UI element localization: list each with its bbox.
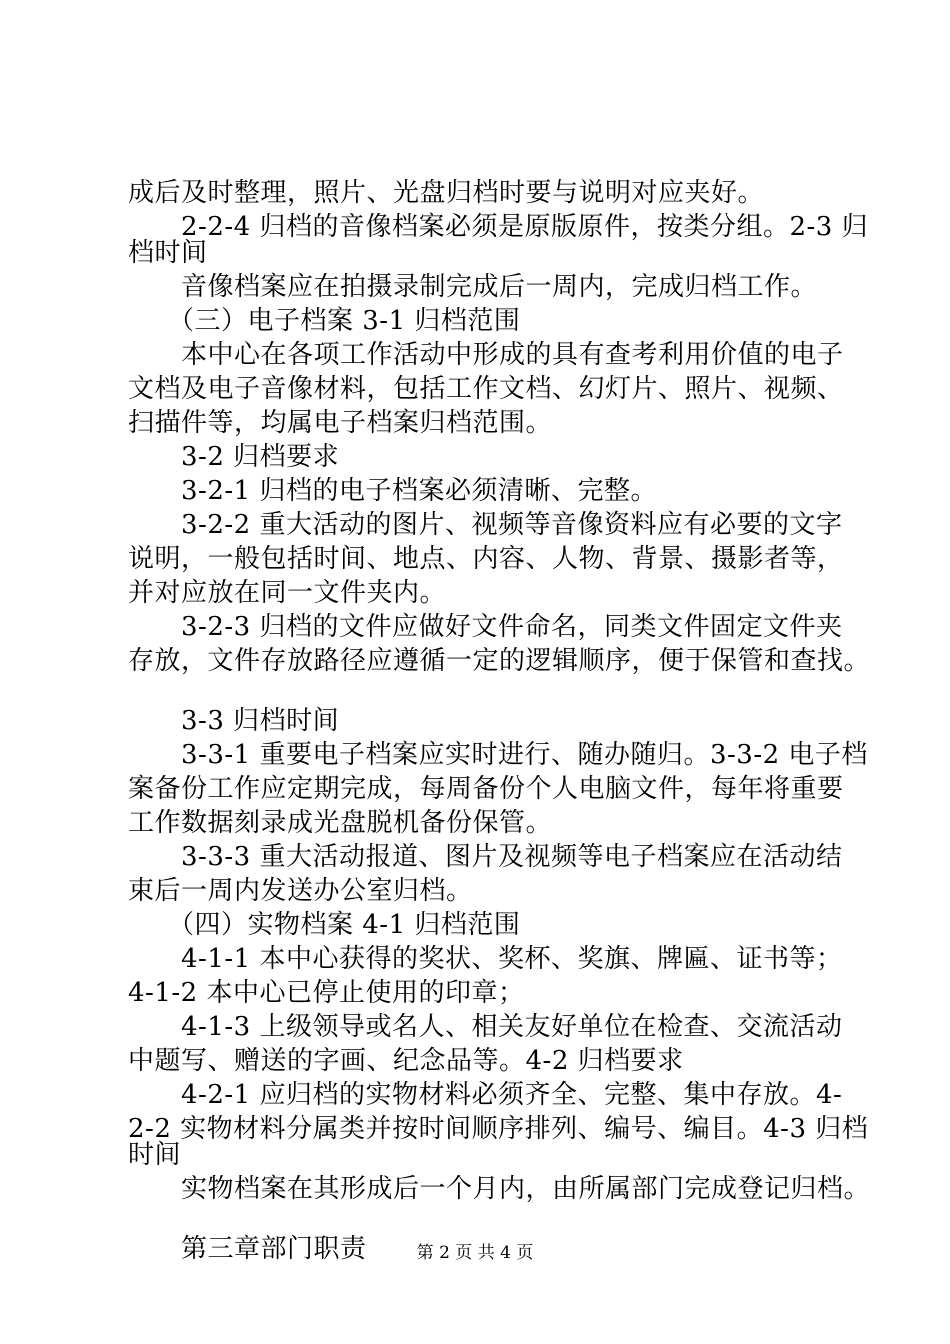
text-line: 中题写、赠送的字画、纪念品等。4-2 归档要求 bbox=[128, 1046, 684, 1076]
chapter-heading: 第三章部门职责 bbox=[128, 1234, 367, 1264]
text-line: 文档及电子音像材料，包括工作文档、幻灯片、照片、视频、 bbox=[128, 374, 844, 404]
page-footer: 第 2 页 共 4 页 bbox=[416, 1243, 534, 1263]
text-line: 时间 bbox=[128, 1140, 182, 1170]
text-line: 并对应放在同一文件夹内。 bbox=[128, 578, 447, 608]
text-line: 4-2-1 应归档的实物材料必须齐全、完整、集中存放。4- bbox=[128, 1080, 843, 1110]
text-line: 3-3-1 重要电子档案应实时进行、随办随归。3-3-2 电子档 bbox=[128, 740, 868, 770]
text-line: 2-2 实物材料分属类并按时间顺序排列、编号、编目。4-3 归档 bbox=[128, 1114, 869, 1144]
text-line: 说明，一般包括时间、地点、内容、人物、背景、摄影者等， bbox=[128, 544, 844, 574]
section-heading: （三）电子档案 3-1 归档范围 bbox=[128, 306, 521, 336]
text-line: 4-1-2 本中心已停止使用的印章； bbox=[128, 978, 525, 1008]
text-line: 3-2-3 归档的文件应做好文件命名，同类文件固定文件夹 bbox=[128, 612, 843, 642]
text-line: 存放，文件存放路径应遵循一定的逻辑顺序，便于保管和查找。 bbox=[128, 646, 871, 676]
text-line: 工作数据刻录成光盘脱机备份保管。 bbox=[128, 808, 553, 838]
text-line: 实物档案在其形成后一个月内，由所属部门完成登记归档。 bbox=[128, 1174, 871, 1204]
text-line: 4-1-3 上级领导或名人、相关友好单位在检查、交流活动 bbox=[128, 1012, 843, 1042]
section-heading: 3-3 归档时间 bbox=[128, 706, 340, 736]
text-line: 档时间 bbox=[128, 238, 208, 268]
text-line: 4-1-1 本中心获得的奖状、奖杯、奖旗、牌匾、证书等； bbox=[128, 944, 843, 974]
text-line: 扫描件等，均属电子档案归档范围。 bbox=[128, 408, 553, 438]
text-line: 3-2-2 重大活动的图片、视频等音像资料应有必要的文字 bbox=[128, 510, 843, 540]
text-line: 3-3-3 重大活动报道、图片及视频等电子档案应在活动结 bbox=[128, 842, 843, 872]
text-line: 本中心在各项工作活动中形成的具有查考利用价值的电子 bbox=[128, 340, 844, 370]
text-line: 音像档案应在拍摄录制完成后一周内，完成归档工作。 bbox=[128, 272, 818, 302]
text-line: 束后一周内发送办公室归档。 bbox=[128, 876, 473, 906]
text-line: 案备份工作应定期完成，每周备份个人电脑文件，每年将重要 bbox=[128, 774, 844, 804]
section-heading: 3-2 归档要求 bbox=[128, 442, 340, 472]
text-line: 成后及时整理，照片、光盘归档时要与说明对应夹好。 bbox=[128, 178, 765, 208]
section-heading: （四）实物档案 4-1 归档范围 bbox=[128, 910, 521, 940]
text-line: 3-2-1 归档的电子档案必须清晰、完整。 bbox=[128, 476, 657, 506]
text-line: 2-2-4 归档的音像档案必须是原版原件，按类分组。2-3 归 bbox=[128, 212, 869, 242]
